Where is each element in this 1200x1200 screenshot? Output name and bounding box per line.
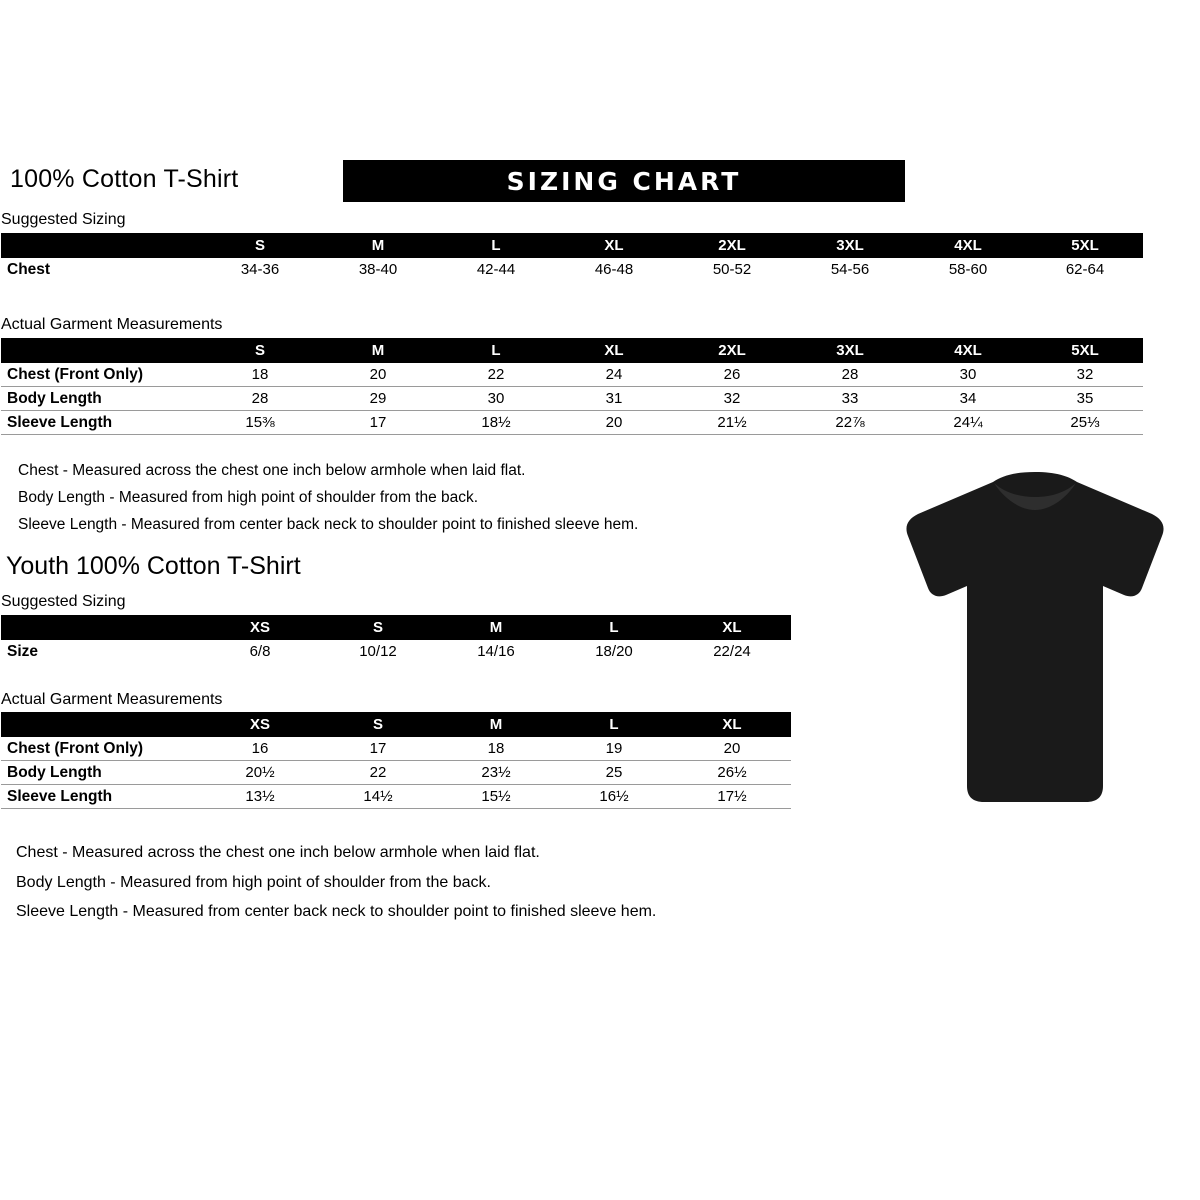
table-row	[1, 785, 791, 809]
table-row	[1, 737, 791, 761]
col-head-6: 3XL	[791, 233, 909, 258]
col-head-3: L	[437, 338, 555, 363]
cell: 18/20	[595, 643, 633, 660]
youth-note-chest: Chest - Measured across the chest one inch below armhole when laid flat.	[16, 844, 540, 861]
adult-note-sleeve-length: Sleeve Length - Measured from center back neck to shoulder point to finished sleeve hem.	[18, 516, 639, 533]
cell: 20	[673, 737, 791, 761]
cell: 35	[1027, 387, 1143, 411]
cell: 15½	[437, 785, 555, 809]
cell: 25	[555, 761, 673, 785]
cell: 19	[555, 737, 673, 761]
youth-actual-table	[1, 712, 791, 809]
adult-note-body-length: Body Length - Measured from high point of shoulder from the back.	[18, 489, 479, 506]
cell: 22	[319, 761, 437, 785]
row-label: Chest	[7, 260, 51, 278]
table-row	[1, 363, 1143, 387]
cell: 30	[437, 387, 555, 411]
youth-note-sleeve-length: Sleeve Length - Measured from center back neck to shoulder point to finished sleeve hem.	[16, 903, 657, 920]
cell: 13½	[201, 785, 319, 809]
col-head-1: XS	[201, 712, 319, 737]
row-label: Sleeve Length	[1, 411, 201, 435]
cell: 18	[201, 363, 319, 387]
row-label: Chest (Front Only)	[1, 363, 201, 387]
youth-suggested-label: Suggested Sizing	[1, 593, 126, 610]
col-head-0	[1, 712, 201, 737]
table-header-row	[1, 712, 791, 737]
cell: 21½	[673, 411, 791, 435]
cell: 22/24	[713, 643, 751, 660]
row-label: Body Length	[1, 387, 201, 411]
cell: 46-48	[594, 261, 634, 278]
cell: 34-36	[240, 261, 280, 278]
adult-actual-label: Actual Garment Measurements	[1, 316, 223, 333]
col-head-4: XL	[555, 338, 673, 363]
table-header-row	[1, 338, 1143, 363]
row-label: Body Length	[1, 761, 201, 785]
table-row	[1, 258, 1143, 281]
adult-section-title: 100% Cotton T-Shirt	[10, 165, 239, 193]
cell: 16½	[555, 785, 673, 809]
row-label: Chest (Front Only)	[1, 737, 201, 761]
col-head-5: 2XL	[673, 338, 791, 363]
col-head-8: 5XL	[1027, 233, 1143, 258]
cell: 58-60	[948, 261, 988, 278]
black-tshirt-icon	[890, 470, 1180, 820]
col-head-2: S	[319, 615, 437, 640]
cell: 10/12	[359, 643, 397, 660]
cell: 17½	[673, 785, 791, 809]
col-head-7: 4XL	[909, 233, 1027, 258]
col-head-4: L	[555, 615, 673, 640]
adult-suggested-table	[1, 233, 1143, 281]
col-head-5: XL	[673, 615, 791, 640]
col-head-0	[1, 233, 201, 258]
col-head-2: M	[319, 233, 437, 258]
sizing-chart-banner	[343, 160, 905, 202]
cell: 16	[201, 737, 319, 761]
table-header-row	[1, 615, 791, 640]
table-header-row	[1, 233, 1143, 258]
col-head-0	[1, 338, 201, 363]
cell: 32	[673, 387, 791, 411]
tshirt-illustration	[890, 470, 1180, 820]
row-label: Sleeve Length	[1, 785, 201, 809]
table-row	[1, 761, 791, 785]
cell: 14/16	[477, 643, 515, 660]
col-head-2: S	[319, 712, 437, 737]
cell: 28	[791, 363, 909, 387]
cell: 26½	[673, 761, 791, 785]
cell: 18½	[437, 411, 555, 435]
cell: 25⅓	[1027, 411, 1143, 435]
col-head-2: M	[319, 338, 437, 363]
cell: 62-64	[1065, 261, 1105, 278]
youth-note-body-length: Body Length - Measured from high point of shoulder from the back.	[16, 874, 491, 891]
cell: 20½	[201, 761, 319, 785]
youth-actual-label: Actual Garment Measurements	[1, 691, 223, 708]
cell: 26	[673, 363, 791, 387]
cell: 33	[791, 387, 909, 411]
col-head-6: 3XL	[791, 338, 909, 363]
cell: 20	[555, 411, 673, 435]
table-row	[1, 411, 1143, 435]
cell: 14½	[319, 785, 437, 809]
col-head-5: XL	[673, 712, 791, 737]
cell: 30	[909, 363, 1027, 387]
col-head-0	[1, 615, 201, 640]
col-head-3: M	[437, 615, 555, 640]
cell: 28	[201, 387, 319, 411]
cell: 17	[319, 737, 437, 761]
col-head-4: XL	[555, 233, 673, 258]
cell: 42-44	[476, 261, 516, 278]
adult-suggested-label: Suggested Sizing	[1, 211, 126, 228]
youth-section-title: Youth 100% Cotton T-Shirt	[6, 552, 301, 580]
col-head-3: M	[437, 712, 555, 737]
adult-note-chest: Chest - Measured across the chest one inch below armhole when laid flat.	[18, 462, 526, 479]
cell: 20	[319, 363, 437, 387]
cell: 31	[555, 387, 673, 411]
cell: 32	[1027, 363, 1143, 387]
col-head-7: 4XL	[909, 338, 1027, 363]
cell: 50-52	[712, 261, 752, 278]
cell: 6/8	[249, 643, 271, 660]
col-head-5: 2XL	[673, 233, 791, 258]
table-row	[1, 387, 1143, 411]
cell: 24	[555, 363, 673, 387]
sizing-chart-banner-label: SIZING CHART	[506, 167, 742, 196]
col-head-3: L	[437, 233, 555, 258]
cell: 38-40	[358, 261, 398, 278]
col-head-1: S	[201, 338, 319, 363]
cell: 23½	[437, 761, 555, 785]
cell: 18	[437, 737, 555, 761]
cell: 29	[319, 387, 437, 411]
col-head-4: L	[555, 712, 673, 737]
cell: 54-56	[830, 261, 870, 278]
cell: 22	[437, 363, 555, 387]
cell: 34	[909, 387, 1027, 411]
row-label: Size	[7, 642, 39, 660]
cell: 24¼	[909, 411, 1027, 435]
col-head-1: S	[201, 233, 319, 258]
table-row	[1, 640, 791, 663]
cell: 17	[319, 411, 437, 435]
youth-suggested-table	[1, 615, 791, 663]
col-head-1: XS	[201, 615, 319, 640]
col-head-8: 5XL	[1027, 338, 1143, 363]
adult-actual-table	[1, 338, 1143, 435]
cell: 22⅞	[791, 411, 909, 435]
cell: 15⅜	[201, 411, 319, 435]
